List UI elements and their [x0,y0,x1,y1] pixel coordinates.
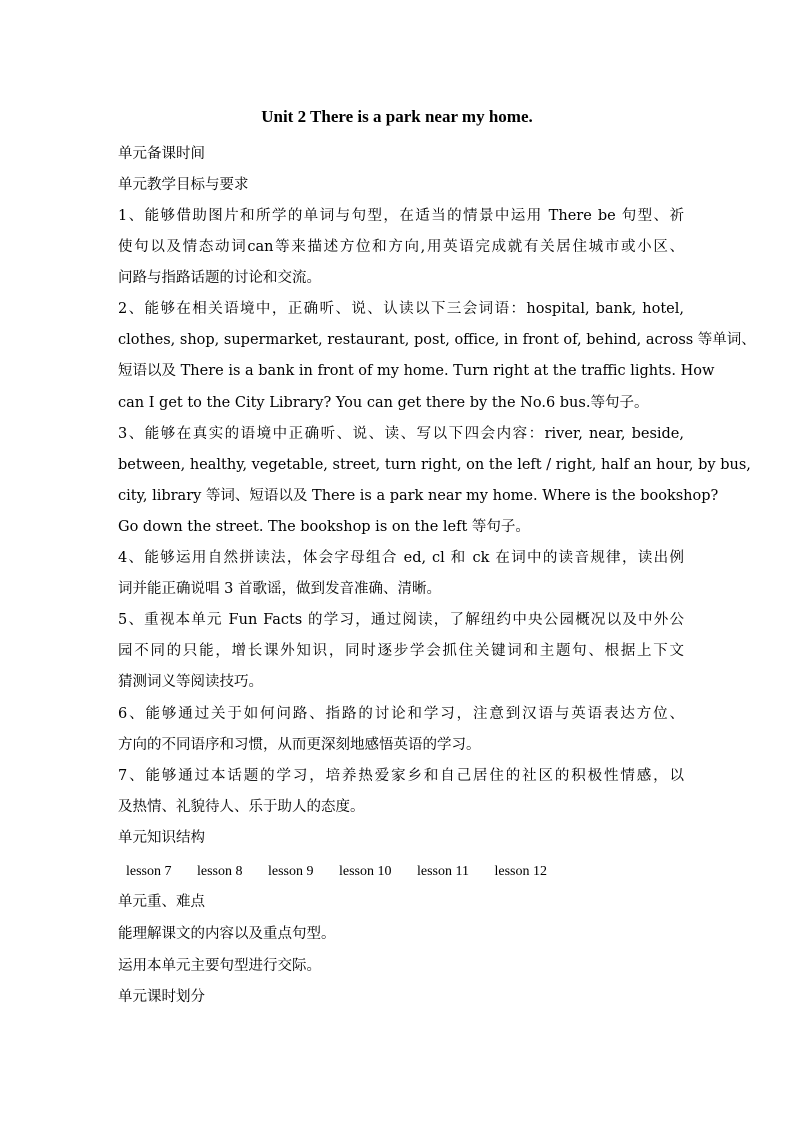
section-heading: 单元重、难点 [118,894,205,910]
lesson-item: lesson 9 [268,864,314,879]
text-line: 短语以及 There is a bank in front of my home. Turn right at the traffic lights. How [118,363,715,379]
text-line: 单元备课时间 [118,146,205,162]
text-line: 使句以及情态动词can等来描述方位和方向,用英语完成就有关居住城市或小区、 [118,239,684,255]
text-line: 5、重视本单元 Fun Facts 的学习，通过阅读，了解纽约中央公园概况以及中外公 [118,612,684,628]
text-line: between, healthy, vegetable, street, turn right, on the left / right, half an hour, by bus, [118,457,751,473]
text-line: 能理解课文的内容以及重点句型。 [118,926,336,942]
text-line: 4、能够运用自然拼读法，体会字母组合 ed, cl 和 ck 在词中的读音规律，读出例 [118,550,684,566]
text-line: 词并能正确说唱 3 首歌谣，做到发音准确、清晰。 [118,581,441,597]
text-line: 及热情、礼貌待人、乐于助人的态度。 [118,799,365,815]
text-line: Go down the street. The bookshop is on the left 等句子。 [118,519,530,535]
text-line: 单元教学目标与要求 [118,177,249,193]
text-line: 方向的不同语序和习惯，从而更深刻地感悟英语的学习。 [118,737,481,753]
text-line: 6、能够通过关于如何问路、指路的讨论和学习，注意到汉语与英语表达方位、 [118,706,684,722]
text-line: 1、能够借助图片和所学的单词与句型，在适当的情景中运用 There be 句型、祈 [118,208,684,224]
text-line: 猜测词义等阅读技巧。 [118,674,263,690]
text-line: can I get to the City Library? You can get there by the No.6 bus.等句子。 [118,395,649,411]
text-line: 问路与指路话题的讨论和交流。 [118,270,321,286]
text-line: 3、能够在真实的语境中正确听、说、读、写以下四会内容：river, near, beside, [118,426,684,442]
text-line: 运用本单元主要句型进行交际。 [118,958,321,974]
text-line: 7、能够通过本话题的学习，培养热爱家乡和自己居住的社区的积极性情感，以 [118,768,684,784]
text-line: 园不同的只能，增长课外知识，同时逐步学会抓住关键词和主题句、根据上下文 [118,643,684,659]
lesson-item: lesson 12 [494,864,547,879]
section-heading: 单元知识结构 [118,830,205,846]
document-title: Unit 2 There is a park near my home. [261,107,533,126]
text-line: city, library 等词、短语以及 There is a park near my home. Where is the bookshop? [118,488,719,504]
text-line: 2、能够在相关语境中，正确听、说、认读以下三会词语：hospital, bank, hotel, [118,301,684,317]
lesson-item: lesson 7 [126,864,172,879]
lesson-item: lesson 8 [197,864,243,879]
text-line: clothes, shop, supermarket, restaurant, post, office, in front of, behind, across 等单词、 [118,332,756,348]
lesson-item: lesson 11 [417,864,469,879]
lesson-list [126,862,586,882]
lesson-item: lesson 10 [339,864,392,879]
section-heading: 单元课时划分 [118,989,205,1005]
